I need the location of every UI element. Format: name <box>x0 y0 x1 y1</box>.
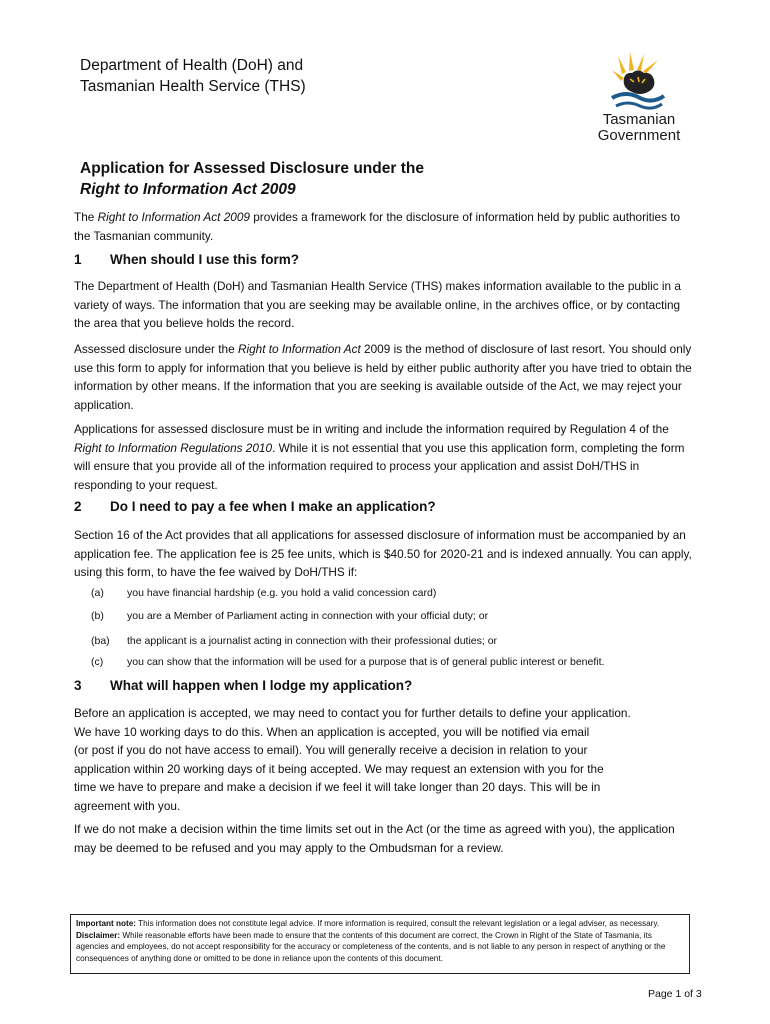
item-label: (b) <box>91 610 104 622</box>
logo-wordmark <box>586 112 692 144</box>
title-line-1: Application for Assessed Disclosure under the <box>80 160 424 177</box>
org-line-2: Tasmanian Health Service (THS) <box>80 78 306 95</box>
s1p3-end: . While it is not essential that you use this application form, completing the form will ensure that you provide all of the information required to process your application and assist DoH/THS in responding to your request. <box>74 440 685 492</box>
section-1-paragraph-1: The Department of Health (DoH) and Tasmanian Health Service (THS) makes information available to the public in a variety of ways. The information that you are seeking may be available online, in the archives office, or by contacting the area that you believe holds the record. <box>74 279 681 330</box>
section-2-paragraph-1: Section 16 of the Act provides that all applications for assessed disclosure of information must be accompanied by an application fee. The application fee is 25 fee units, which is $40.50 for 2020-21 and is indexed annually. You can apply, using this form, to have the fee waived by DoH/THS if: <box>74 528 692 579</box>
s3p1-line: (or post if you do not have access to email). You will generally receive a decision in relation to your <box>74 743 588 757</box>
page-number: Page 1 of 3 <box>648 988 702 1000</box>
item-text: you have financial hardship (e.g. you hold a valid concession card) <box>127 587 437 599</box>
important-note-box <box>70 914 690 974</box>
intro-text-start: The <box>74 210 98 224</box>
s3p1-line: application within 20 working days of it being accepted. We may request an extension with you for the <box>74 761 604 776</box>
section-1-paragraph-3 <box>74 420 694 494</box>
s3p1-line: We have 10 working days to do this. When an application is accepted, you will be notified via email <box>74 724 590 739</box>
section-3-heading <box>74 678 412 693</box>
item-text: you are a Member of Parliament acting in connection with your official duty; or <box>127 610 489 622</box>
logo-text-line-2: Government <box>597 127 681 144</box>
s3p1-line: time we have to prepare and make a decision if we feel it will take longer than 20 days. This will be in <box>74 780 601 794</box>
section-1-title: When should I use this form? <box>110 252 299 267</box>
s1p2-start: Assessed disclosure under the <box>74 342 238 356</box>
intro-act-name: Right to Information Act 2009 <box>97 210 250 224</box>
section-2-title: Do I need to pay a fee when I make an application? <box>110 499 436 514</box>
item-label: (c) <box>91 656 104 668</box>
section-2-number: 2 <box>74 499 82 514</box>
disclaimer-label: Disclaimer: <box>76 930 121 940</box>
s1p3-start: Applications for assessed disclosure must be in writing and include the information required by Regulation 4 of the <box>74 422 669 436</box>
s3p1-line: agreement with you. <box>74 798 181 813</box>
tasmanian-government-logo <box>586 52 692 147</box>
fee-waiver-item <box>91 634 497 648</box>
s1p2-end: 2009 is the method of disclosure of last resort. You should only use this form to apply for information that you believe is held by either public authority after you have tried to obtain the information by other means. If the information that you are seeking is available outside of the Act, we may reject your application. <box>74 342 692 412</box>
fee-waiver-item <box>91 586 436 600</box>
s3p1-line: Before an application is accepted, we may need to contact you for further details to define your application. <box>74 706 631 720</box>
intro-paragraph <box>74 208 694 245</box>
logo-text-line-1: Tasmanian <box>602 111 676 128</box>
section-1-paragraph-2 <box>74 340 694 414</box>
section-1-number: 1 <box>74 252 82 267</box>
fee-waiver-item <box>91 609 488 623</box>
tasmanian-tiger-logo-icon <box>610 52 666 112</box>
title-line-2: Right to Information Act 2009 <box>80 181 296 198</box>
section-3-paragraph-2: If we do not make a decision within the time limits set out in the Act (or the time as agreed with you), the application may be deemed to be refused and you may apply to the Ombudsman for a review. <box>74 822 675 855</box>
section-3-paragraph-1 <box>74 704 694 815</box>
intro-text-end: provides a framework for the disclosure of information held by public authorities to the Tasmanian community. <box>74 210 681 243</box>
section-3-number: 3 <box>74 678 82 693</box>
fee-waiver-item <box>91 655 604 669</box>
important-note-label: Important note: <box>76 919 137 928</box>
item-label: (a) <box>91 587 104 599</box>
org-line-1: Department of Health (DoH) and <box>80 57 304 74</box>
item-text: the applicant is a journalist acting in connection with their professional duties; or <box>127 635 498 647</box>
section-3-title: What will happen when I lodge my application? <box>110 678 413 693</box>
s1p3-regulations-name: Right to Information Regulations 2010 <box>74 440 273 455</box>
item-label: (ba) <box>91 635 110 647</box>
item-text: you can show that the information will be used for a purpose that is of general public interest or benefit. <box>127 656 605 668</box>
disclaimer-text: While reasonable efforts have been made to ensure that the contents of this document are correct, the Crown in Right of the State of Tasmania, its agencies and employees, do not accept responsibility for the accuracy or completeness of the contents, and is not liable to any person in respect of anything or the consequences of anything done or omitted to be done in reliance upon the contents of this document. <box>76 930 666 963</box>
section-1-heading <box>74 252 299 267</box>
s1p2-act-name: Right to Information Act <box>237 342 361 356</box>
organisation-name <box>80 55 306 97</box>
section-2-heading <box>74 499 436 514</box>
document-title <box>80 158 424 200</box>
important-note-text: This information does not constitute legal advice. If more information is required, consult the relevant legislation or a legal adviser, as necessary. <box>136 919 660 928</box>
